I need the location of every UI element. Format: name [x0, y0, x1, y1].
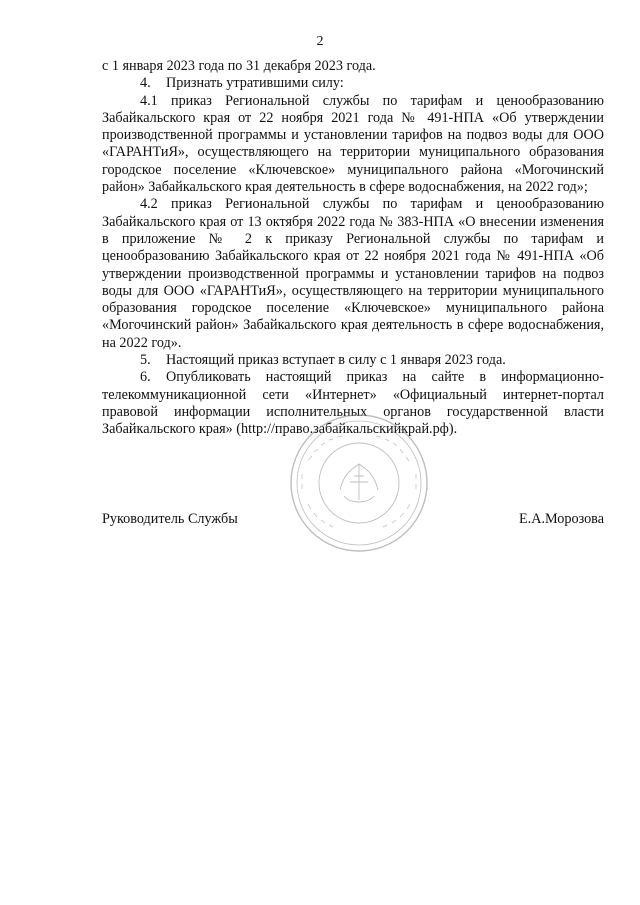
paragraph-item-4-1: 4.1 приказ Региональной службы по тарифам и ценообразованию Забайкальского края от 22 ноября 2021 года № 491-НПА «Об утверждении производственной программы и установлении тарифов на подвоз воды для ООО «ГАРАНТиЯ», осуществляющего на территории муниципального образования городское поселение «Ключевское» муниципального района «Могочинский район» Забайкальского края деятельность в сфере водоснабжения, на 2022 год»;: [102, 92, 604, 196]
item-text: Настоящий приказ вступает в силу с 1 января 2023 года.: [166, 352, 506, 369]
paragraph-item-6: [102, 369, 604, 438]
paragraph-item-4: [102, 75, 604, 92]
paragraph-item-4-2: 4.2 приказ Региональной службы по тарифам и ценообразованию Забайкальского края от 13 октября 2022 года № 383-НПА «О внесении изменения в приложение № 2 к приказу Региональной службы по тарифам и ценообразованию Забайкальского края от 22 ноября 2021 года № 491-НПА «Об утверждении производственной программы и установлении тарифов на подвоз воды для ООО «ГАРАНТиЯ», осуществляющего на территории муниципального образования городское поселение «Ключевское» муниципального района «Могочинский район» Забайкальского края деятельность в сфере водоснабжения, на 2022 год».: [102, 196, 604, 351]
seal-emblem: [340, 464, 378, 502]
paragraph-item-5: [102, 352, 604, 369]
signatory-position: Руководитель Службы: [102, 511, 238, 527]
paragraph-continuation: с 1 января 2023 года по 31 декабря 2023 года.: [102, 58, 376, 74]
item-text: Признать утратившими силу:: [166, 75, 344, 92]
item-text: Опубликовать настоящий приказ на сайте в информационно-телекоммуникационной сети «Интернет» «Официальный интернет-портал правовой информации исполнительных органов государственной власти Забайкальского края» (http://право.забайкальскийкрай.рф).: [102, 369, 604, 438]
signature-block: [102, 511, 604, 528]
item-number: 6.: [140, 369, 151, 386]
signatory-name: Е.А.Морозова: [519, 511, 604, 527]
page-number: 2: [316, 34, 324, 49]
item-number: 4.: [140, 75, 151, 92]
document-body: [102, 58, 604, 439]
item-number: 5.: [140, 352, 151, 369]
